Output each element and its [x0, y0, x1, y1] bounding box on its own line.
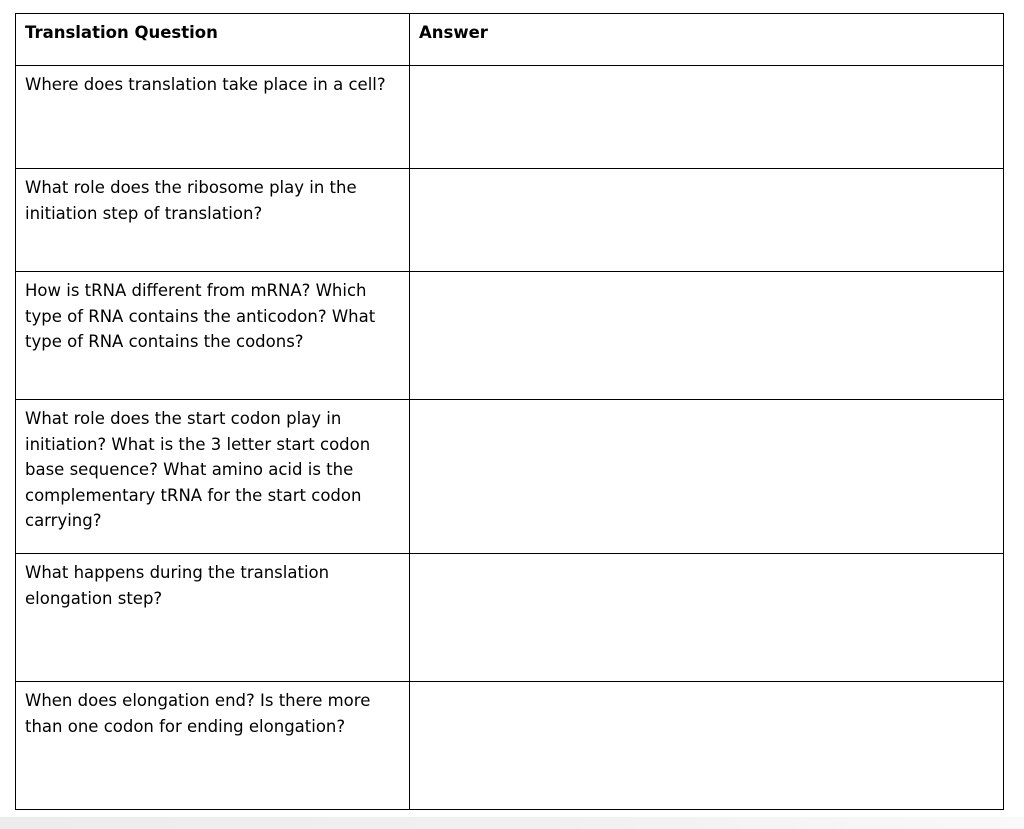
answer-cell[interactable]	[410, 272, 1004, 400]
page-bottom-edge	[0, 817, 1024, 829]
table-row	[16, 682, 1004, 810]
table-row	[16, 400, 1004, 554]
question-cell: What happens during the translation elongation step?	[16, 554, 410, 682]
answer-cell[interactable]	[410, 169, 1004, 272]
answer-cell[interactable]	[410, 554, 1004, 682]
header-question: Translation Question	[16, 14, 410, 66]
table-row	[16, 272, 1004, 400]
answer-cell[interactable]	[410, 400, 1004, 554]
question-cell: How is tRNA different from mRNA? Which type of RNA contains the anticodon? What type of RNA contains the codons?	[16, 272, 410, 400]
question-cell: What role does the start codon play in initiation? What is the 3 letter start codon base sequence? What amino acid is the complementary tRNA for the start codon carrying?	[16, 400, 410, 554]
question-cell: What role does the ribosome play in the initiation step of translation?	[16, 169, 410, 272]
table-row	[16, 169, 1004, 272]
table-row	[16, 66, 1004, 169]
table-row	[16, 554, 1004, 682]
question-cell: Where does translation take place in a cell?	[16, 66, 410, 169]
translation-worksheet-table	[15, 13, 1004, 810]
answer-cell[interactable]	[410, 66, 1004, 169]
table-header-row	[16, 14, 1004, 66]
question-cell: When does elongation end? Is there more than one codon for ending elongation?	[16, 682, 410, 810]
header-answer: Answer	[410, 14, 1004, 66]
answer-cell[interactable]	[410, 682, 1004, 810]
